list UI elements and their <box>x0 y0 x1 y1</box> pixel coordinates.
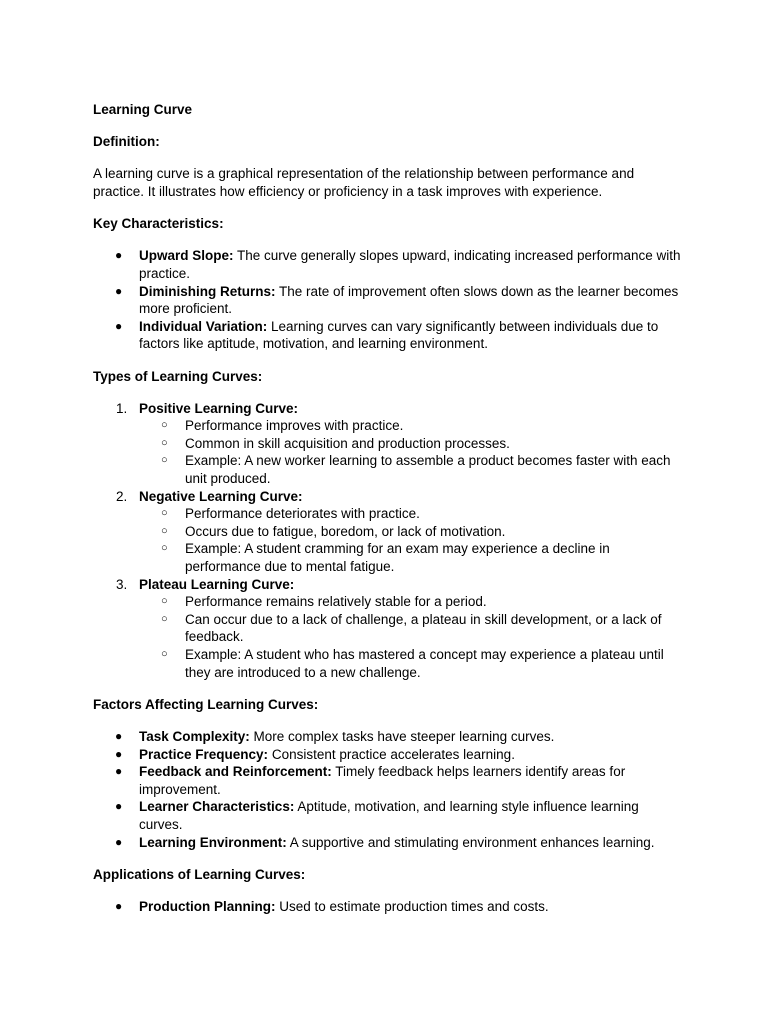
list-item <box>93 283 683 318</box>
list-item <box>93 576 683 682</box>
bullet-icon: ● <box>115 898 123 913</box>
item-number: 3. <box>116 576 128 592</box>
types-heading: Types of Learning Curves: <box>93 368 263 384</box>
list-item <box>93 898 683 916</box>
document-page <box>93 101 683 930</box>
bullet-icon: ● <box>115 746 123 761</box>
item-label: Feedback and Reinforcement: <box>139 764 332 780</box>
circle-bullet-icon: ○ <box>161 542 168 555</box>
circle-bullet-icon: ○ <box>161 507 168 520</box>
sub-list-item <box>93 417 683 435</box>
sub-list-item <box>93 646 683 681</box>
sub-list <box>139 505 683 575</box>
bullet-icon: ● <box>115 728 123 743</box>
sub-item-text: Example: A new worker learning to assemble a product becomes faster with each unit produced. <box>185 453 671 487</box>
sub-list-item <box>93 523 683 541</box>
sub-list-item <box>93 452 683 487</box>
bullet-icon: ● <box>115 834 123 849</box>
sub-list <box>139 417 683 487</box>
item-text: Used to estimate production times and costs. <box>275 898 549 914</box>
sub-item-text: Common in skill acquisition and production processes. <box>185 435 510 451</box>
sub-item-text: Example: A student who has mastered a concept may experience a plateau until they are introduced to a new challenge. <box>185 647 664 680</box>
item-label: Learner Characteristics: <box>139 799 295 815</box>
circle-bullet-icon: ○ <box>161 524 168 537</box>
bullet-icon: ● <box>115 248 123 263</box>
list-item <box>93 834 683 852</box>
sub-list-item <box>93 435 683 453</box>
list-item <box>93 746 683 764</box>
list-item <box>93 488 683 576</box>
item-text: Consistent practice accelerates learning. <box>268 746 515 762</box>
definition-heading: Definition: <box>93 134 160 150</box>
sub-list-item <box>93 611 683 646</box>
applications-list <box>93 898 683 916</box>
factors-list <box>93 728 683 851</box>
item-label: Task Complexity: <box>139 728 250 744</box>
bullet-icon: ● <box>115 764 123 779</box>
factors-heading: Factors Affecting Learning Curves: <box>93 696 319 712</box>
sub-list-item <box>93 593 683 611</box>
document-title: Learning Curve <box>93 102 193 117</box>
sub-list-item <box>93 540 683 575</box>
definition-text: A learning curve is a graphical representation of the relationship between performance and practice. It illustrates how efficiency or proficiency in a task improves with experience. <box>93 166 635 199</box>
item-label: Practice Frequency: <box>139 746 269 762</box>
bullet-icon: ● <box>115 283 123 298</box>
item-text: Aptitude, motivation, and learning style influence learning curves. <box>139 799 639 832</box>
item-text: The rate of improvement often slows down as the learner becomes more proficient. <box>139 283 679 317</box>
types-list <box>93 400 683 682</box>
item-number: 2. <box>116 488 128 504</box>
circle-bullet-icon: ○ <box>161 454 168 467</box>
sub-item-text: Can occur due to a lack of challenge, a plateau in skill development, or a lack of feedback. <box>185 611 662 645</box>
item-text: Timely feedback helps learners identify areas for improvement. <box>139 764 626 797</box>
sub-list <box>139 593 683 681</box>
sub-item-text: Example: A student cramming for an exam may experience a decline in performance due to mental fatigue. <box>185 541 610 575</box>
item-label: Plateau Learning Curve: <box>139 576 295 592</box>
circle-bullet-icon: ○ <box>161 648 168 660</box>
sub-item-text: Performance improves with practice. <box>185 418 404 434</box>
sub-item-text: Performance remains relatively stable for a period. <box>185 594 487 610</box>
circle-bullet-icon: ○ <box>161 419 168 432</box>
item-label: Negative Learning Curve: <box>139 488 303 504</box>
item-text: A supportive and stimulating environment enhances learning. <box>286 834 655 850</box>
list-item <box>93 728 683 746</box>
item-label: Positive Learning Curve: <box>139 400 299 416</box>
item-number: 1. <box>116 400 128 416</box>
bullet-icon: ● <box>115 318 123 333</box>
circle-bullet-icon: ○ <box>161 595 168 608</box>
sub-list-item <box>93 505 683 523</box>
sub-item-text: Performance deteriorates with practice. <box>185 506 420 522</box>
item-label: Individual Variation: <box>139 318 268 334</box>
item-label: Learning Environment: <box>139 834 287 850</box>
list-item <box>93 763 683 798</box>
item-text: The curve generally slopes upward, indicating increased performance with practice. <box>139 248 681 281</box>
circle-bullet-icon: ○ <box>161 436 168 449</box>
key-characteristics-list <box>93 247 683 353</box>
list-item <box>93 798 683 833</box>
item-label: Upward Slope: <box>139 248 234 264</box>
list-item <box>93 247 683 282</box>
applications-heading: Applications of Learning Curves: <box>93 866 306 882</box>
item-text: More complex tasks have steeper learning curves. <box>249 728 555 744</box>
item-label: Diminishing Returns: <box>139 283 276 299</box>
list-item <box>93 400 683 488</box>
sub-item-text: Occurs due to fatigue, boredom, or lack of motivation. <box>185 523 506 539</box>
key-characteristics-heading: Key Characteristics: <box>93 216 224 232</box>
item-text: Learning curves can vary significantly between individuals due to factors like aptitude, motivation, and learning environment. <box>139 318 659 352</box>
item-label: Production Planning: <box>139 898 276 914</box>
circle-bullet-icon: ○ <box>161 612 168 625</box>
bullet-icon: ● <box>115 799 123 814</box>
list-item <box>93 318 683 353</box>
